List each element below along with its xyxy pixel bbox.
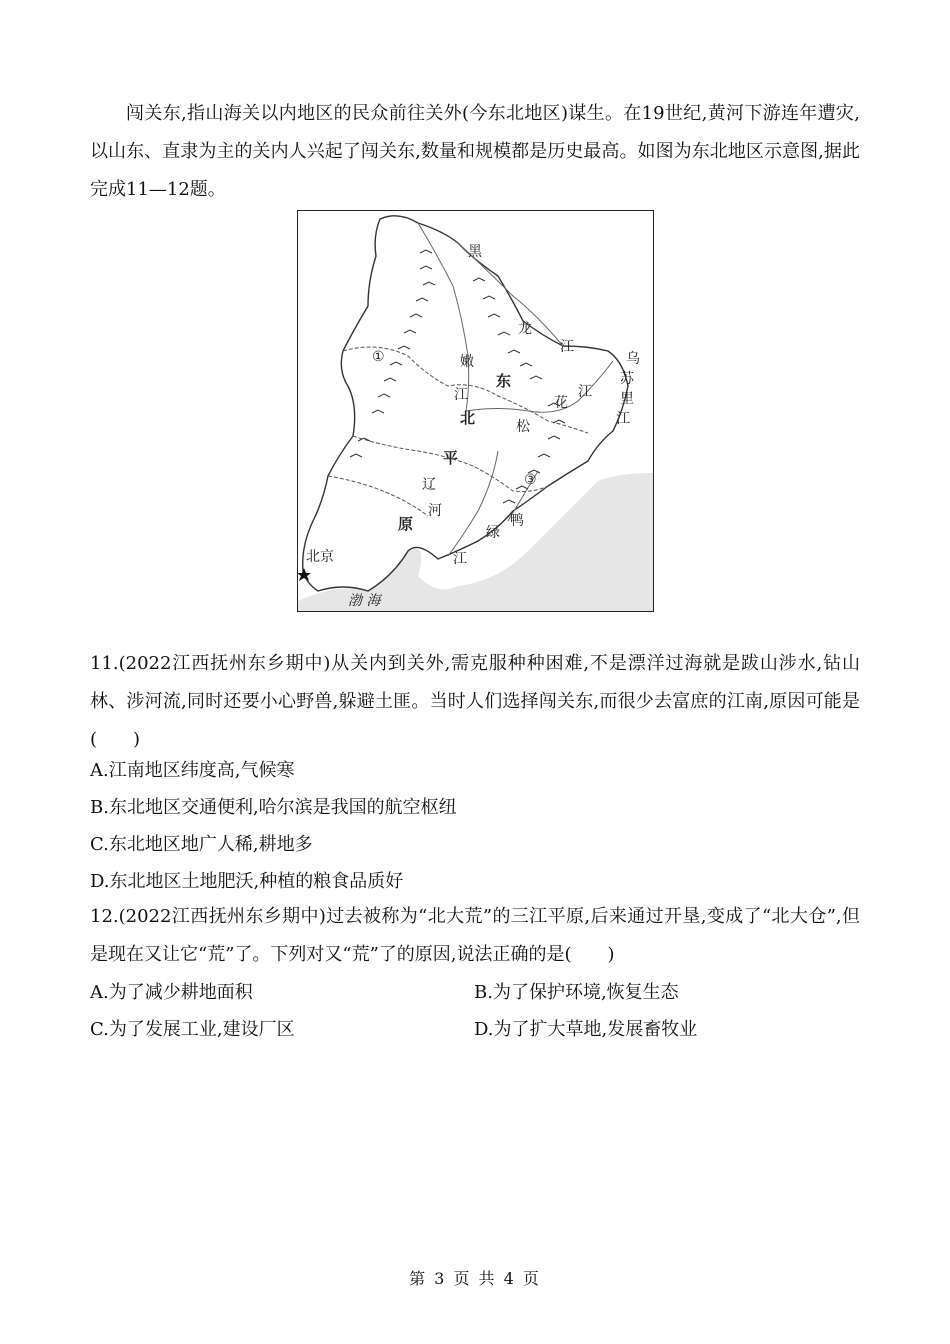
map-label: 嫩	[460, 354, 474, 370]
map-graphic	[298, 211, 653, 611]
map-label: 江	[578, 384, 592, 400]
nen-river	[418, 223, 469, 411]
map-label: 绿	[486, 525, 500, 541]
map-label: 松	[516, 419, 530, 435]
map-label: 乌	[626, 351, 640, 367]
map-label: 龙	[518, 321, 532, 337]
question-11-option-b: B.东北地区交通便利,哈尔滨是我国的航空枢纽	[90, 797, 457, 818]
intro-paragraph: 闯关东,指山海关以内地区的民众前往关外(今东北地区)谋生。在19世纪,黄河下游连年遭灾,以山东、直隶为主的关内人兴起了闯关东,数量和规模都是历史最高。如图为东北地区示意图,据此完成11—12题。	[90, 103, 860, 200]
question-11-option-c: C.东北地区地广人稀,耕地多	[90, 834, 313, 855]
beijing-star-icon	[298, 568, 311, 581]
map-label: 里	[620, 391, 634, 407]
map-label: 苏	[620, 371, 634, 387]
map-label: ①	[372, 349, 385, 365]
question-11-option-d: D.东北地区土地肥沃,种植的粮食品质好	[90, 871, 404, 892]
question-12-option-b: B.为了保护环境,恢复生态	[474, 982, 679, 1003]
map-label: 江	[560, 339, 574, 355]
question-12-option-a: A.为了减少耕地面积	[90, 982, 253, 1003]
map-label: 辽	[422, 477, 436, 493]
map-label: 江	[453, 551, 467, 567]
page-footer: 第 3 页 共 4 页	[409, 1269, 541, 1288]
question-12-stem: 12.(2022江西抚州东乡期中)过去被称为“北大荒”的三江平原,后来通过开垦,变成了“北大仓”,但是现在又让它“荒”了。下列对又“荒”了的原因,说法正确的是( )	[90, 906, 860, 965]
map-label: 黑	[468, 244, 482, 260]
province-border	[328, 476, 428, 516]
question-11-option-a: A.江南地区纬度高,气候寒	[90, 760, 295, 781]
question-12-option-d: D.为了扩大草地,发展畜牧业	[474, 1019, 698, 1040]
map-label: 东	[496, 372, 512, 390]
map-label: 花	[554, 395, 568, 411]
northeast-map	[297, 210, 654, 612]
question-11-stem: 11.(2022江西抚州东乡期中)从关内到关外,需克服种种困难,不是漂洋过海就是跋山涉水,钻山林、涉河流,同时还要小心野兽,躲避土匪。当时人们选择闯关东,而很少去富庶的江南,原因可能是( )	[90, 653, 860, 750]
map-label: ③	[524, 472, 537, 488]
map-label: 江	[454, 387, 468, 403]
map-label: 江	[616, 411, 630, 427]
map-label: 鸭	[510, 513, 524, 529]
map-label: 北京	[306, 549, 334, 565]
map-label: 北	[460, 409, 476, 427]
map-label: 河	[428, 503, 442, 519]
question-12-option-c: C.为了发展工业,建设厂区	[90, 1019, 295, 1040]
map-label: 平	[443, 449, 459, 467]
map-label: 原	[398, 515, 414, 533]
map-label: 渤 海	[348, 593, 381, 609]
